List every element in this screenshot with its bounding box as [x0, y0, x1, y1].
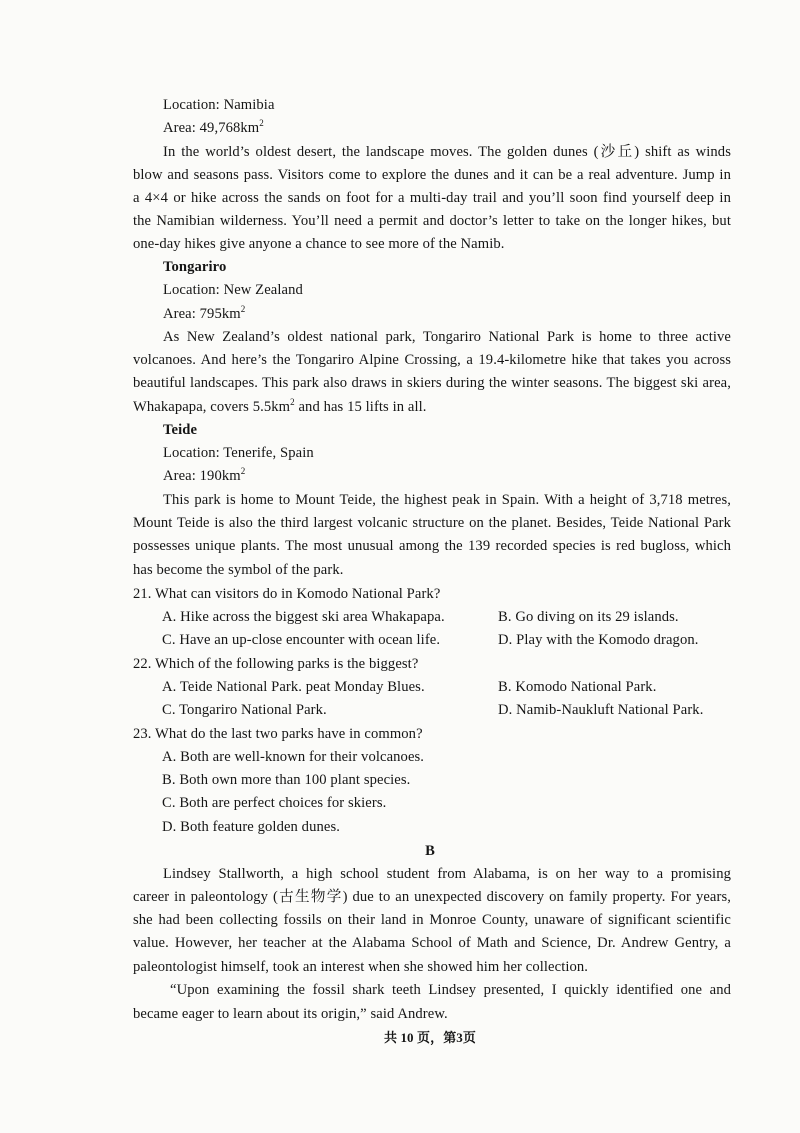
- namib-location: Location: Namibia: [163, 97, 275, 113]
- namib-area: Area: $49,768km^2$: [163, 118, 264, 136]
- paragraph-line: beautiful landscapes. This park also draws in skiers during the winter seasons. The biggest ski area,: [133, 375, 731, 391]
- option-23-a: A. Both are well-known for their volcanoes.: [162, 749, 425, 765]
- question-stem-23: 23. What do the last two parks have in common?: [133, 726, 423, 742]
- question-stem-21: 21. What can visitors do in Komodo National Park?: [133, 586, 441, 602]
- page-footer: 共 10 页，第3页: [384, 1030, 476, 1045]
- paragraph-line: In the world’s oldest desert, the landscape moves. The golden dunes (沙丘) shift as winds: [163, 144, 731, 160]
- option-21-a: A. Hike across the biggest ski area Whakapapa.: [162, 609, 445, 625]
- paragraph-line: has become the symbol of the park.: [133, 562, 344, 578]
- paragraph-line: value. However, her teacher at the Alabama School of Math and Science, Dr. Andrew Gentry, a: [133, 935, 731, 951]
- paragraph-line: possesses unique plants. The most unusual among the 139 recorded species is red bugloss, which: [133, 538, 731, 554]
- paragraph-line: became eager to learn about its origin,” said Andrew.: [133, 1006, 448, 1022]
- paragraph-line: paleontologist himself, took an interest when she showed him her collection.: [133, 959, 589, 975]
- paragraph-line: the Namibian wilderness. You’ll need a permit and doctor’s letter to take on the longer hikes, but: [133, 213, 731, 229]
- paragraph-line: “Upon examining the fossil shark teeth Lindsey presented, I quickly identified one and: [170, 982, 731, 998]
- paragraph-line: As New Zealand’s oldest national park, Tongariro National Park is home to three active: [163, 329, 731, 345]
- paragraph-line: she had been collecting fossils on their land in Monroe County, unaware of significant scientific: [133, 912, 731, 928]
- paragraph-line: career in paleontology (古生物学) due to an unexpected discovery on family property. For years,: [133, 889, 731, 905]
- option-22-d: D. Namib-Naukluft National Park.: [498, 702, 704, 718]
- question-stem-22: 22. Which of the following parks is the biggest?: [133, 656, 419, 672]
- paragraph-line: a 4×4 or hike across the sands on foot for a multi-day trail and you’ll soon find yourself deep in: [133, 190, 731, 206]
- option-22-b: B. Komodo National Park.: [498, 679, 657, 695]
- option-21-d: D. Play with the Komodo dragon.: [498, 632, 699, 648]
- option-23-c: C. Both are perfect choices for skiers.: [162, 795, 387, 811]
- teide-area: Area: $190km^2$: [163, 466, 246, 484]
- section-label-b: B: [425, 843, 435, 859]
- paragraph-line: This park is home to Mount Teide, the highest peak in Spain. With a height of 3,718 metres,: [163, 492, 731, 508]
- teide-heading: Teide: [163, 422, 198, 438]
- paragraph-line: blow and seasons pass. Visitors come to explore the dunes and it can be a real adventure. Jump in: [133, 167, 731, 183]
- paragraph-line: one-day hikes give anyone a chance to see more of the Namib.: [133, 236, 505, 252]
- option-21-b: B. Go diving on its 29 islands.: [498, 609, 679, 625]
- option-21-c: C. Have an up-close encounter with ocean life.: [162, 632, 441, 648]
- tongariro-heading: Tongariro: [163, 259, 227, 275]
- option-23-b: B. Both own more than 100 plant species.: [162, 772, 411, 788]
- paragraph-line: volcanoes. And here’s the Tongariro Alpine Crossing, a 19.4-kilometre hike that takes you across: [133, 352, 731, 368]
- paragraph-line: Mount Teide is also the third largest volcanic structure on the planet. Besides, Teide National Park: [133, 515, 731, 531]
- option-23-d: D. Both feature golden dunes.: [162, 819, 340, 835]
- teide-location: Location: Tenerife, Spain: [163, 445, 314, 461]
- tongariro-location: Location: New Zealand: [163, 282, 303, 298]
- tongariro-area: Area: $795km^2$: [163, 304, 246, 322]
- paragraph-line: Whakapapa, covers $5.5km^2$ and has 15 lifts in all.: [133, 397, 427, 415]
- option-22-c: C. Tongariro National Park.: [162, 702, 327, 718]
- paragraph-line: Lindsey Stallworth, a high school student from Alabama, is on her way to a promising: [163, 866, 731, 882]
- option-22-a: A. Teide National Park. peat Monday Blues.: [162, 679, 425, 695]
